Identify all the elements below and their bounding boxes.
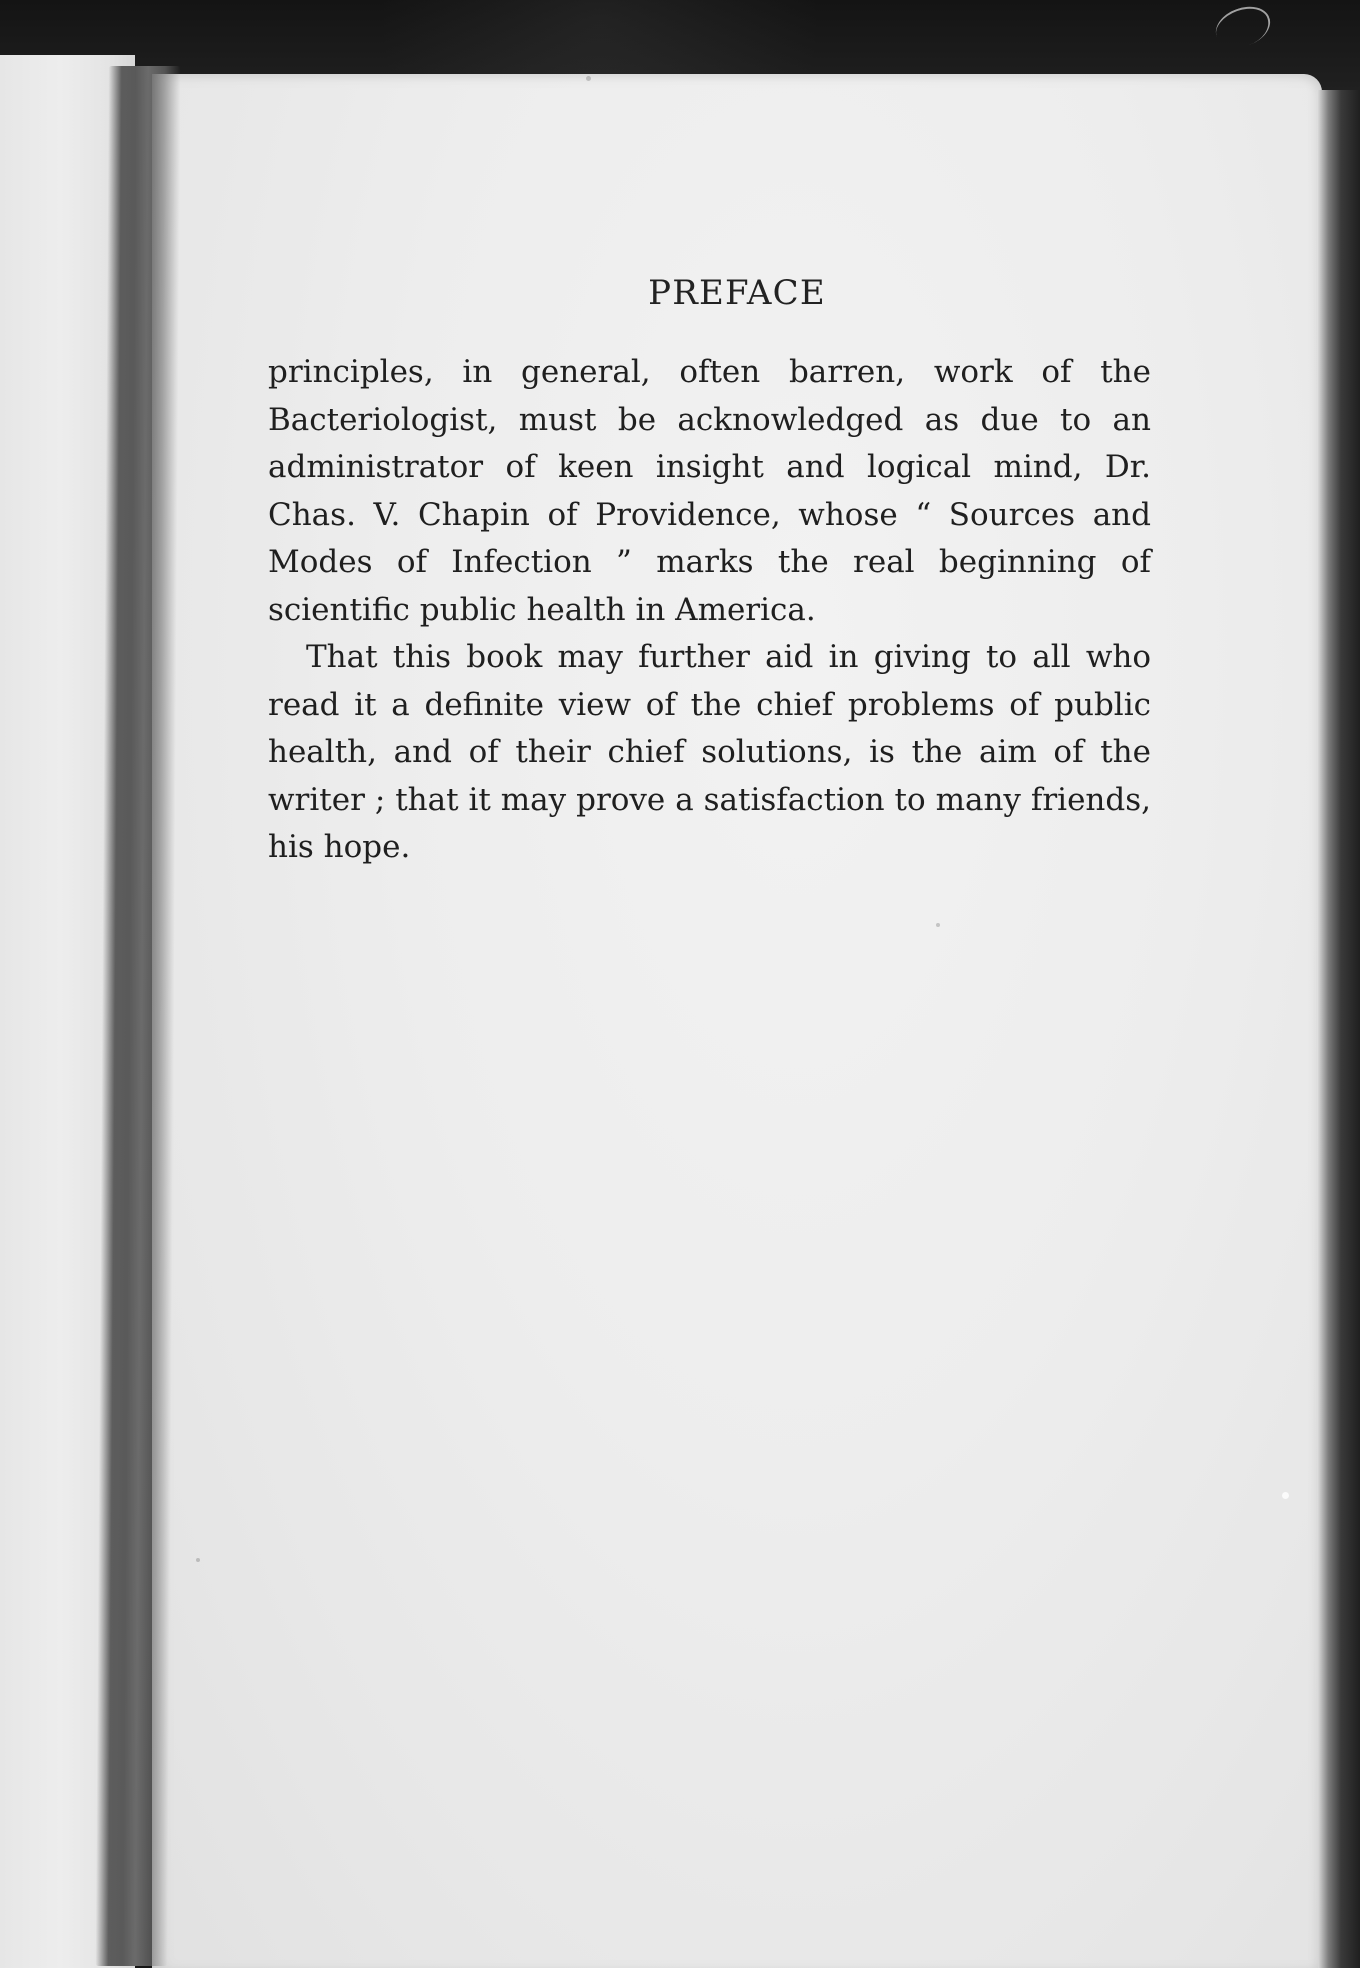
page-heading: PREFACE	[648, 273, 826, 313]
scan-speck	[196, 1558, 200, 1562]
preface-text	[268, 349, 1151, 872]
book-gutter-shadow	[95, 66, 180, 1966]
scan-speck	[586, 76, 591, 81]
paragraph-1: principles, in general, often barren, work of the Bacteriologist, must be acknowledged as due to an administrator of keen insight and logical mind, Dr. Chas. V. Chapin of Providence, whose “ Sources and Modes of Infection ” marks the real beginning of scientific public health in America.	[268, 354, 1151, 628]
paragraph-2: That this book may further aid in giving to all who read it a definite view of the chief problems of public health, and of their chief solutions, is the aim of the writer ; that it may prove a satisfaction to many friends, his hope.	[268, 639, 1151, 865]
scan-speck	[1282, 1492, 1289, 1499]
scan-speck	[936, 923, 940, 927]
book-right-edge	[1318, 90, 1360, 1968]
